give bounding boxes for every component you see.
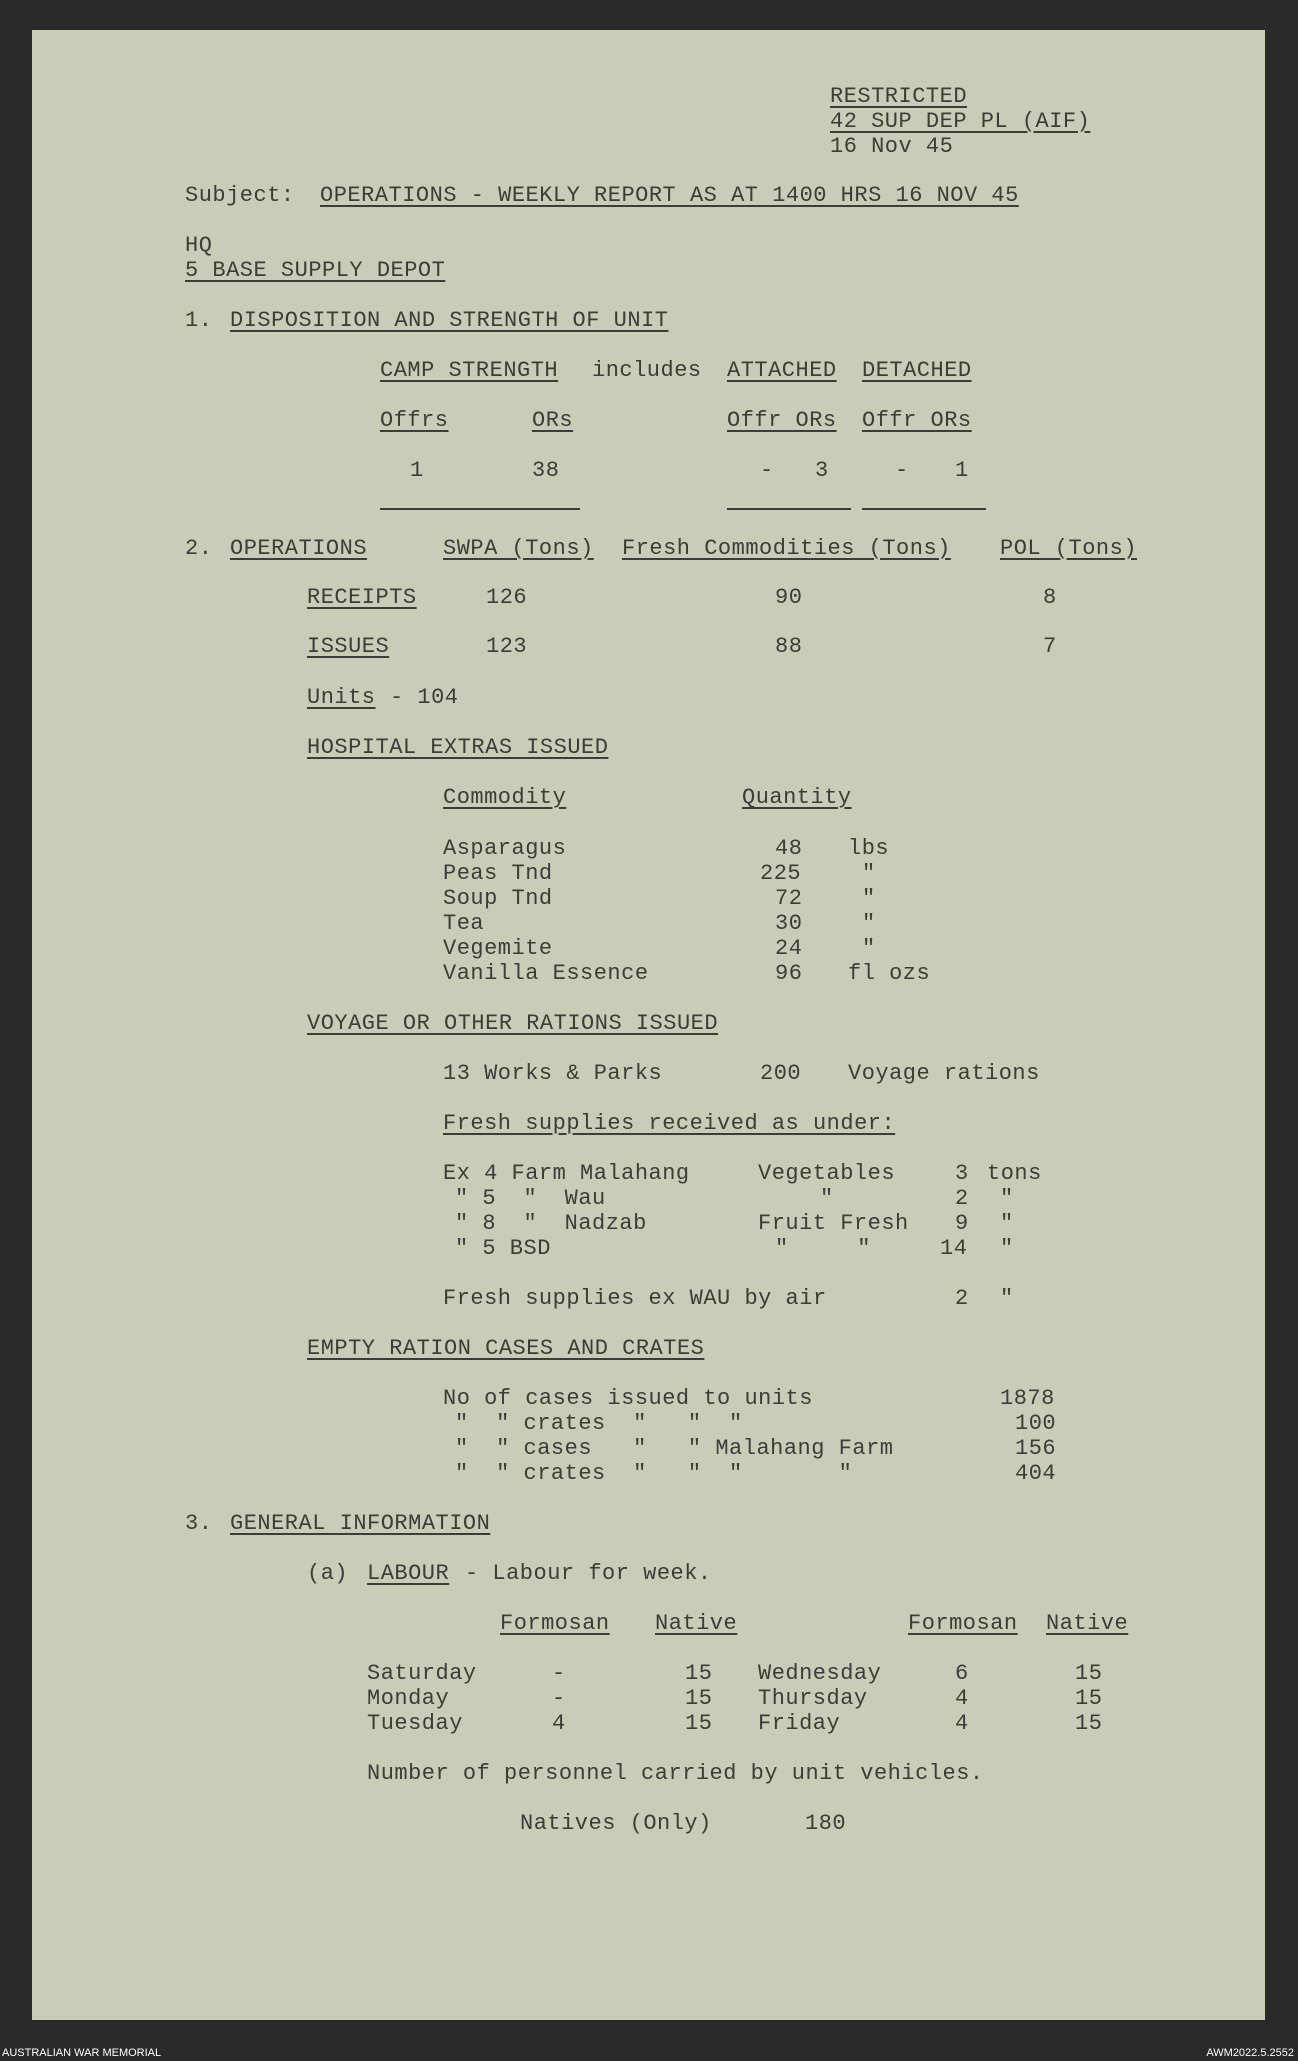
receipts-pol: 8 [1043, 585, 1057, 610]
list-item-unit: fl ozs [848, 961, 931, 986]
list-item-qty: 3 [955, 1161, 969, 1186]
voyage-desc: Voyage rations [848, 1061, 1040, 1086]
list-item-text: " " cases " " Malahang Farm [455, 1436, 894, 1461]
list-item-unit: " [1000, 1211, 1014, 1236]
subject-label: Subject: [185, 183, 295, 208]
footer-collection: AUSTRALIAN WAR MEMORIAL [2, 2047, 162, 2059]
table-row-native: 15 [1075, 1686, 1103, 1711]
fresh-by-air-label: Fresh supplies ex WAU by air [443, 1286, 827, 1311]
section1-number: 1. [185, 308, 213, 333]
table-row-day: Tuesday [367, 1711, 463, 1736]
table-row-formosan: 6 [955, 1661, 969, 1686]
table-row-day: Monday [367, 1686, 450, 1711]
labour-prefix: (a) [307, 1561, 349, 1586]
table-row-formosan: - [552, 1661, 566, 1686]
attached-offr-value: - [760, 458, 774, 483]
native-heading-left: Native [655, 1611, 738, 1636]
voyage-rations-title: VOYAGE OR OTHER RATIONS ISSUED [307, 1011, 719, 1036]
table-row-native: 15 [685, 1686, 713, 1711]
list-item-value: 404 [1015, 1461, 1057, 1486]
fresh-supplies-title: Fresh supplies received as under: [443, 1111, 896, 1136]
table-row-native: 15 [685, 1711, 713, 1736]
voyage-qty: 200 [760, 1061, 802, 1086]
offrs-heading: Offrs [380, 408, 449, 433]
list-item-commodity: " " [775, 1236, 871, 1261]
list-item-qty: 14 [940, 1236, 968, 1261]
swpa-column-heading: SWPA (Tons) [443, 536, 594, 561]
camp-offrs-value: 1 [410, 458, 424, 483]
table-row-formosan: - [552, 1686, 566, 1711]
list-item-unit: lbs [848, 836, 890, 861]
quantity-heading: Quantity [742, 785, 852, 810]
includes-text: includes [592, 358, 702, 383]
fresh-column-heading: Fresh Commodities (Tons) [622, 536, 951, 561]
list-item-text: " " crates " " " " [455, 1461, 853, 1486]
section2-title: OPERATIONS [230, 536, 368, 561]
fresh-by-air-unit: " [1000, 1286, 1014, 1311]
labour-text: - Labour for week. [465, 1561, 712, 1586]
unit-designation: 42 SUP DEP PL (AIF) [830, 109, 1091, 134]
formosan-heading-right: Formosan [908, 1611, 1018, 1636]
native-heading-right: Native [1046, 1611, 1129, 1636]
pol-column-heading: POL (Tons) [1000, 536, 1138, 561]
empty-cases-title: EMPTY RATION CASES AND CRATES [307, 1336, 705, 1361]
list-item-source: Ex 4 Farm Malahang [443, 1161, 690, 1186]
units-label: Units [307, 685, 376, 710]
hospital-extras-title: HOSPITAL EXTRAS ISSUED [307, 735, 609, 760]
list-item-unit: " [1000, 1186, 1014, 1211]
receipts-label: RECEIPTS [307, 585, 417, 610]
list-item-text: " " crates " " " [455, 1411, 743, 1436]
attached-heading: ATTACHED [727, 358, 837, 383]
issues-fresh: 88 [775, 634, 803, 659]
list-item-text: No of cases issued to units [443, 1386, 813, 1411]
classification-label: RESTRICTED [830, 84, 968, 109]
camp-total-rule [380, 508, 580, 510]
table-row-day: Thursday [758, 1686, 868, 1711]
list-item-name: Soup Tnd [443, 886, 553, 911]
labour-label: LABOUR [367, 1561, 450, 1586]
detached-ors-value: 1 [955, 458, 969, 483]
detached-heading: DETACHED [862, 358, 972, 383]
list-item-qty: 9 [955, 1211, 969, 1236]
section1-title: DISPOSITION AND STRENGTH OF UNIT [230, 308, 669, 333]
section3-title: GENERAL INFORMATION [230, 1511, 491, 1536]
list-item-name: Vanilla Essence [443, 961, 649, 986]
table-row-formosan: 4 [552, 1711, 566, 1736]
detached-offr-ors-heading: Offr ORs [862, 408, 972, 433]
list-item-name: Vegemite [443, 936, 553, 961]
list-item-qty: 2 [955, 1186, 969, 1211]
list-item-name: Peas Tnd [443, 861, 553, 886]
footer-accession-number: AWM2022.5.2552 [1206, 2047, 1294, 2059]
issues-label: ISSUES [307, 634, 390, 659]
list-item-unit: " [862, 886, 876, 911]
receipts-swpa: 126 [486, 585, 528, 610]
list-item-qty: 24 [775, 936, 803, 961]
detached-offr-value: - [895, 458, 909, 483]
table-row-native: 15 [1075, 1661, 1103, 1686]
units-value: - 104 [390, 685, 459, 710]
table-row-formosan: 4 [955, 1711, 969, 1736]
formosan-heading-left: Formosan [500, 1611, 610, 1636]
table-row-native: 15 [1075, 1711, 1103, 1736]
natives-label: Natives (Only) [520, 1811, 712, 1836]
issues-swpa: 123 [486, 634, 528, 659]
table-row-day: Wednesday [758, 1661, 882, 1686]
list-item-commodity: Fruit Fresh [758, 1211, 909, 1236]
list-item-qty: 225 [760, 861, 802, 886]
table-row-day: Saturday [367, 1661, 477, 1686]
section2-number: 2. [185, 536, 213, 561]
receipts-fresh: 90 [775, 585, 803, 610]
attached-total-rule [727, 508, 851, 510]
list-item-unit: tons [987, 1161, 1042, 1186]
addressee-line1: HQ [185, 233, 213, 258]
list-item-unit: " [862, 911, 876, 936]
list-item-commodity: Vegetables [758, 1161, 896, 1186]
fresh-by-air-qty: 2 [955, 1286, 969, 1311]
table-row-day: Friday [758, 1711, 841, 1736]
list-item-source: " 8 " Nadzab [455, 1211, 647, 1236]
issues-pol: 7 [1043, 634, 1057, 659]
list-item-name: Tea [443, 911, 485, 936]
list-item-name: Asparagus [443, 836, 567, 861]
voyage-unit: 13 Works & Parks [443, 1061, 663, 1086]
natives-value: 180 [805, 1811, 847, 1836]
list-item-unit: " [862, 861, 876, 886]
list-item-unit: " [1000, 1236, 1014, 1261]
list-item-qty: 96 [775, 961, 803, 986]
ors-heading: ORs [532, 408, 574, 433]
list-item-value: 156 [1015, 1436, 1057, 1461]
list-item-unit: " [862, 936, 876, 961]
camp-strength-heading: CAMP STRENGTH [380, 358, 559, 383]
list-item-qty: 72 [775, 886, 803, 911]
list-item-qty: 48 [775, 836, 803, 861]
list-item-commodity: " [820, 1186, 834, 1211]
attached-ors-value: 3 [815, 458, 829, 483]
list-item-source: " 5 BSD [455, 1236, 551, 1261]
report-date: 16 Nov 45 [830, 134, 954, 159]
table-row-native: 15 [685, 1661, 713, 1686]
vehicles-text: Number of personnel carried by unit vehicles. [367, 1761, 984, 1786]
subject-text: OPERATIONS - WEEKLY REPORT AS AT 1400 HRS 16 NOV 45 [320, 183, 1019, 208]
commodity-heading: Commodity [443, 785, 567, 810]
list-item-value: 1878 [1000, 1386, 1055, 1411]
table-row-formosan: 4 [955, 1686, 969, 1711]
detached-total-rule [862, 508, 986, 510]
attached-offr-ors-heading: Offr ORs [727, 408, 837, 433]
list-item-qty: 30 [775, 911, 803, 936]
section3-number: 3. [185, 1511, 213, 1536]
list-item-value: 100 [1015, 1411, 1057, 1436]
addressee-line2: 5 BASE SUPPLY DEPOT [185, 258, 446, 283]
camp-ors-value: 38 [532, 458, 560, 483]
list-item-source: " 5 " Wau [455, 1186, 606, 1211]
